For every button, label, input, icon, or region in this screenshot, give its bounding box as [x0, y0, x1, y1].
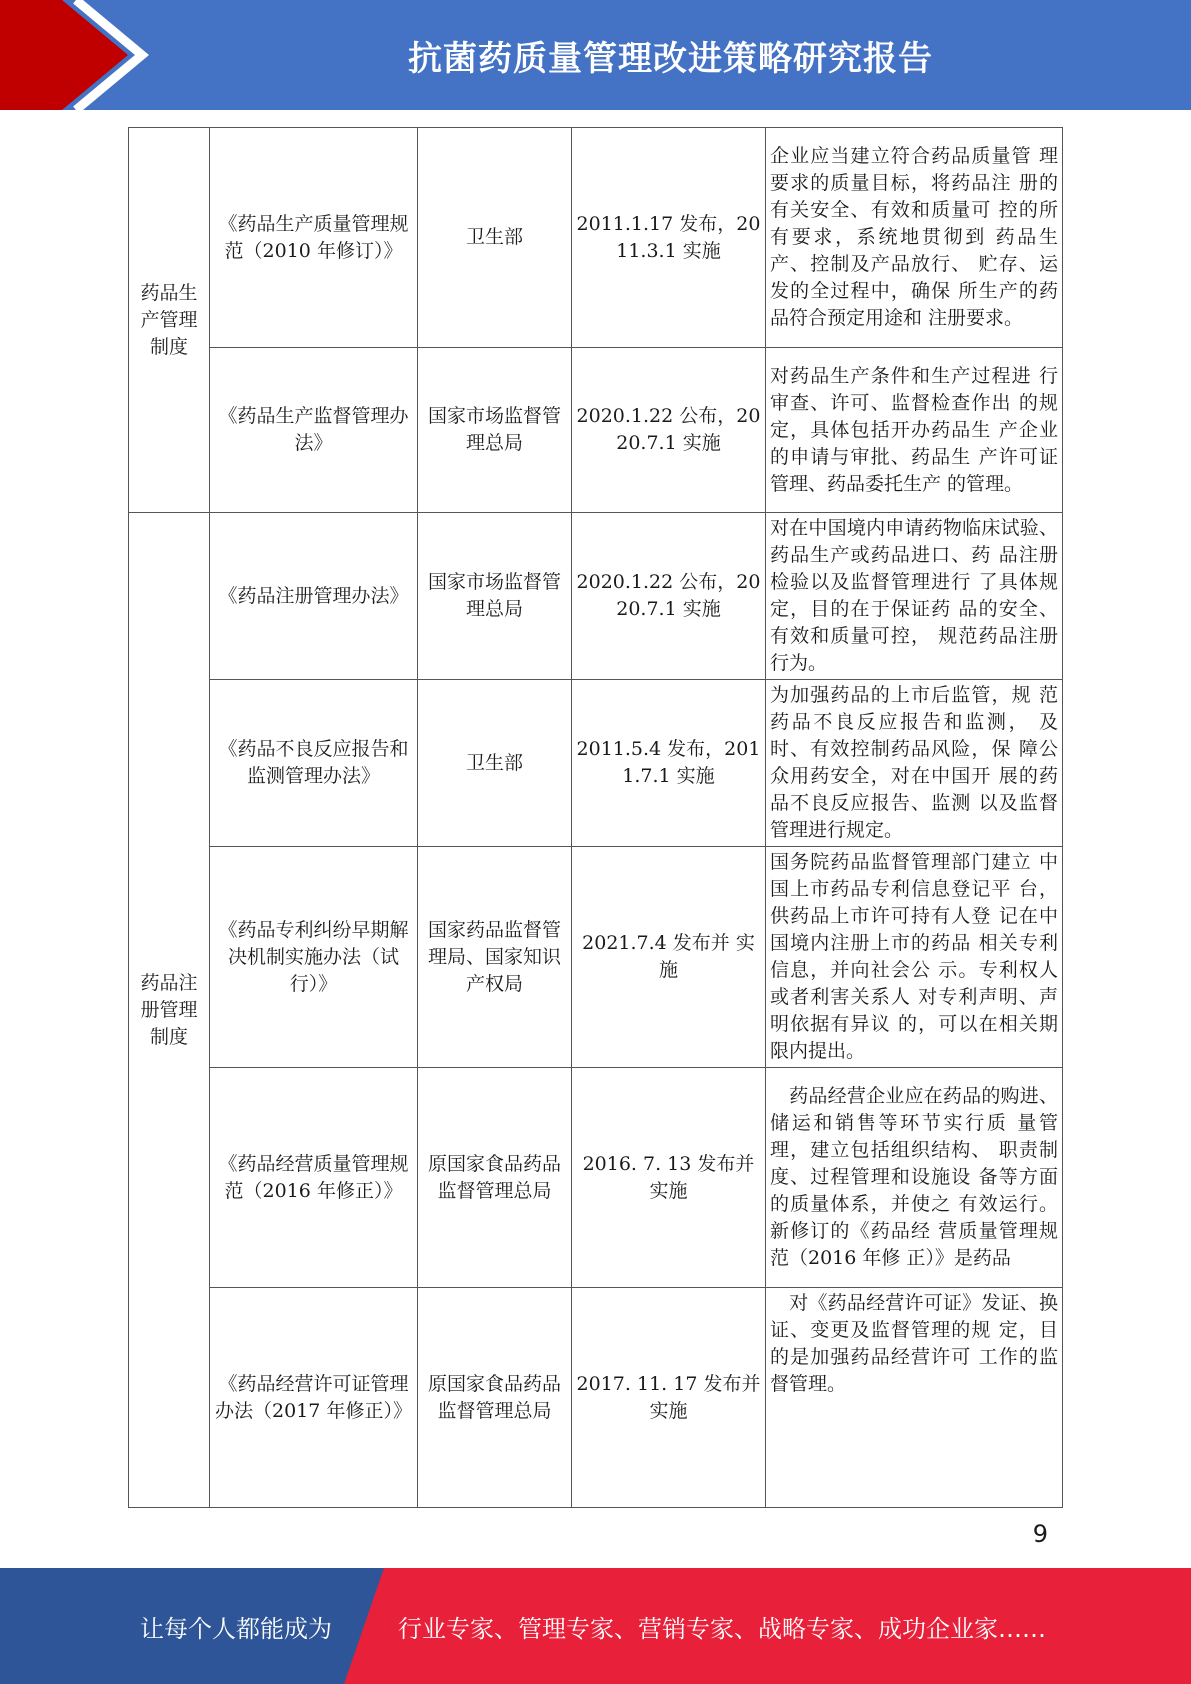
description-cell: 为加强药品的上市后监管，规 范药品不良反应报告和监测， 及时、有效控制药品风险，保 障公众用药安全，对在中国开 展的药品不良反应报告、监测 以及监督管理进行规定。: [766, 680, 1063, 847]
description-cell: 对在中国境内申请药物临床试验、药品生产或药品进口、药 品注册检验以及监督管理进行 了具体规定，目的在于保证药 品的安全、有效和质量可控， 规范药品注册行为。: [766, 513, 1063, 680]
description-cell: 对药品生产条件和生产过程进 行审查、许可、监督检查作出 的规定，具体包括开办药品生 产企业的申请与审批、药品生 产许可证管理、药品委托生产 的管理。: [766, 348, 1063, 513]
regulation-name-cell: 《药品经营许可证管理办法（2017 年修正）》: [210, 1288, 418, 1508]
regulation-name-cell: 《药品生产质量管理规范（2010 年修订）》: [210, 128, 418, 348]
department-cell: 原国家食品药品监督管理总局: [418, 1288, 572, 1508]
table-row: [129, 1068, 1063, 1288]
regulations-table: [128, 127, 1063, 1508]
description-cell: 药品经营企业应在药品的购进、储运和销售等环节实行质 量管理，建立包括组织结构、 职责制度、过程管理和设施设 备等方面的质量体系，并使之 有效运行。新修订的《药品经 营质量管理规范（2016 年修 正）》是药品: [766, 1068, 1063, 1288]
table-row: [129, 1288, 1063, 1508]
page-header: [0, 0, 1191, 110]
regulation-name-cell: 《药品注册管理办法》: [210, 513, 418, 680]
description-cell: 对《药品经营许可证》发证、换证、变更及监督管理的规 定，目的是加强药品经营许可 工作的监督管理。: [766, 1288, 1063, 1508]
table-row: [129, 513, 1063, 680]
document-title: 抗菌药质量管理改进策略研究报告: [408, 38, 933, 79]
description-cell: 企业应当建立符合药品质量管 理要求的质量目标，将药品注 册的有关安全、有效和质量可 控的所有要求，系统地贯彻到 药品生产、控制及产品放行、 贮存、运发的全过程中，确保 所生产的药品符合预定用途和 注册要求。: [766, 128, 1063, 348]
description-cell: 国务院药品监督管理部门建立 中国上市药品专利信息登记平 台，供药品上市许可持有人登 记在中国境内注册上市的药品 相关专利信息，并向社会公 示。专利权人或者利害关系人 对专利声明、声明依据有异议 的，可以在相关期限内提出。: [766, 847, 1063, 1068]
regulations-table-container: [128, 127, 1063, 1508]
regulation-name-cell: 《药品专利纠纷早期解决机制实施办法（试行）》: [210, 847, 418, 1068]
date-cell: 2021.7.4 发布并 实施: [572, 847, 766, 1068]
department-cell: 国家药品监督管理局、国家知识产权局: [418, 847, 572, 1068]
date-cell: 2011.5.4 发布，2011.7.1 实施: [572, 680, 766, 847]
header-chevron-decoration: [0, 0, 160, 110]
date-cell: 2020.1.22 公布，2020.7.1 实施: [572, 348, 766, 513]
department-cell: 原国家食品药品监督管理总局: [418, 1068, 572, 1288]
regulation-name-cell: 《药品不良反应报告和监测管理办法》: [210, 680, 418, 847]
footer-slogan-left: 让每个人都能成为: [140, 1614, 332, 1643]
date-cell: 2016. 7. 13 发布并实施: [572, 1068, 766, 1288]
department-cell: 卫生部: [418, 128, 572, 348]
regulation-name-cell: 《药品经营质量管理规范（2016 年修正）》: [210, 1068, 418, 1288]
date-cell: 2020.1.22 公布，2020.7.1 实施: [572, 513, 766, 680]
page-footer: [0, 1568, 1191, 1684]
category-cell: 药品注册管理制度: [129, 513, 210, 1508]
page-number: 9: [1032, 1520, 1048, 1548]
date-cell: 2011.1.17 发布，2011.3.1 实施: [572, 128, 766, 348]
regulation-name-cell: 《药品生产监督管理办法》: [210, 348, 418, 513]
department-cell: 国家市场监督管理总局: [418, 348, 572, 513]
table-row: [129, 847, 1063, 1068]
table-row: [129, 680, 1063, 847]
category-cell: 药品生产管理制度: [129, 128, 210, 513]
department-cell: 国家市场监督管理总局: [418, 513, 572, 680]
date-cell: 2017. 11. 17 发布并实施: [572, 1288, 766, 1508]
table-row: [129, 128, 1063, 348]
department-cell: 卫生部: [418, 680, 572, 847]
footer-slogan-right: 行业专家、管理专家、营销专家、战略专家、成功企业家……: [398, 1614, 1046, 1643]
table-row: [129, 348, 1063, 513]
